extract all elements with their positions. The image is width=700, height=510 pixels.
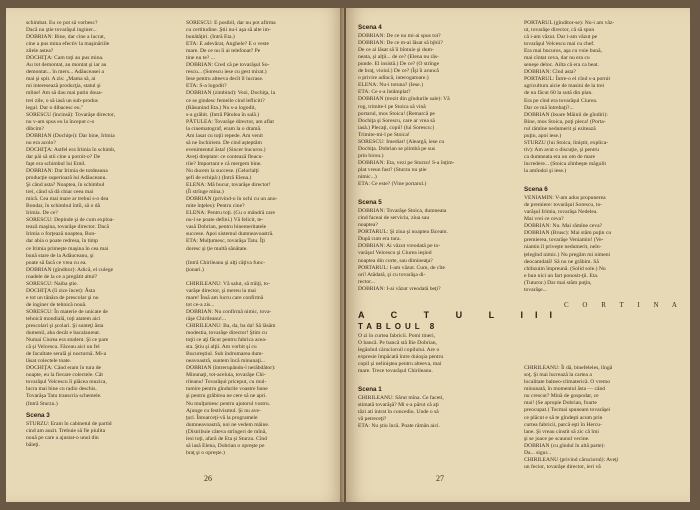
text-line: bunătăţiri. (Intră Eta.) [186,34,235,41]
text-line: seneşe deloc. Ailta că era ca beat. [524,62,599,69]
text-line: plat vreun fast? (Sturzu nu ştie [358,166,427,173]
text-line: de facultate serală şi nocturnă. Mi-a [26,351,107,358]
text-line: vasă Dobrian, pentru binemeritatele [186,224,267,231]
text-line: schimbat. Eu ce pot să vorbesc? [26,20,98,26]
scene-heading: Scena 3 [26,411,50,419]
text-line: de premiere: tovarăşul Sorescu, to- [524,202,603,209]
text-line: succese. Apoi sistemul dumneavoastră. [186,231,274,238]
text-line: ce Irimia primeşte maşina în cea mai [26,245,109,252]
text-line: dumneavoastră, noi ne vedem mâine. [186,421,270,428]
text-line: CHIRILEANU: Sărut mîna. Ce faceti, [358,395,444,402]
text-line: ce se gindesc femeile cind lefliciti? [186,97,265,104]
text-line: CHIRILEANU (privind căruciorul): Aveţi [524,456,619,463]
text-line: să iasă Elena, Dobrian o opreşte pe [186,442,265,449]
text-line: puţin, apoi iese.) [524,132,562,139]
text-line: SORESCU (încinsă): Tovarăşe director, [26,111,116,118]
text-line: Dochiţa. Dobrian se plimbă pe sus [358,145,436,152]
text-line: noaptea din curte, sau dimineaţa? [358,257,433,264]
text-line: Dochiţa şi Sorescu, care ar vrea să [358,117,435,124]
text-line: la amîndoi şi iese.) [524,167,567,174]
text-line: DOCHIŢA: Când eram în tura de [26,365,102,372]
text-line: DOBRIAN (gînditor): Adică, el culege [26,266,114,273]
text-line: ETA: Ce s-a întâmplat? [358,89,411,96]
text-line: mite înţeles): Pentru cine? [186,203,245,210]
text-line: O bancă. Pe bancă stă Ilie Dobrian, [358,339,437,346]
text-line: curtea fabricii, parcă eşti în Hercu- [524,421,602,428]
text-line: DOBRIAN (privind-o în ochi cu un anu- [186,196,278,203]
text-line: braţ şi o opreşte.) [186,449,225,456]
text-line: nimic...) [358,173,377,180]
text-line: tumire pentru gîndurile voastre bune [186,386,268,393]
text-line: mi interesează producţia, statul şi [26,83,101,90]
text-line: premierea, tovarăşe Veniamin! (Ve- [524,237,604,244]
text-line: (Intră Sturzu.) [26,400,58,407]
text-line: ELENA: Nu-i totuna? (Iese.) [358,82,423,89]
left-column-1 [26,20,176,449]
page-number-left: 26 [204,474,212,483]
text-line: noaptea? [358,222,378,229]
cortina-heading: C O R T I N A [564,300,683,309]
text-line: O zi în curtea fabricii. Pomi tineri, [358,332,436,339]
text-line: DOBRIAN (întrerupându-l nerăbdător): [186,365,276,372]
text-line: tiv): Am avut o discuţie, şi pentru [524,146,600,153]
text-line: rector... [358,278,375,285]
text-line: nouă pe care a ajustat-o unul din [26,434,99,441]
text-line: localitate balneo-climaterică. O vremo [524,379,611,386]
text-line: Bondar, în schimbul întîi, să o dă [26,203,101,210]
text-line: dar abia o poate redresa, în timp [26,238,98,245]
text-line: ce plăcut e să te gîndeşti acum prin [524,414,603,421]
text-line: un fecior, tovarăşe director, ieri vă [524,463,601,470]
text-line: fapt era schimbul lui Emil. [26,160,86,167]
text-line: sta. Ştiu şi alţii. Am vorbit şi cu [186,344,257,351]
text-line: DOBRIAN: Dar Irimia de totdeauna [26,167,108,174]
text-line: e tot un tânăra de prescolar şi nu [26,294,99,301]
scene-heading: Scena 5 [358,199,382,207]
text-line: tot ce-a zis... [186,301,215,308]
text-line: cind faceai de serviciu, ziua sau [358,215,430,222]
text-line: DOBRIAN: Cred că pe tovarăşul So- [186,62,270,69]
text-line: STURZU: Eram în cabinetul de partid [26,420,112,427]
text-line: dumenii, aha decât e bacalaureat. [26,330,101,337]
text-line: ETA: Ce este? (Vine portarul.) [358,181,427,188]
text-line: lane. Şi vreau cinstit să zic că îmi [524,428,599,435]
text-line: DOCHIŢA: Astfel era Irimia în schimb, [26,146,116,153]
text-line: PORTARUL (gînditor-se): Nu-i am văz- [524,20,615,26]
text-line: nu era acolo? [26,139,56,146]
text-line: ori! Atâdată, şi cu tovarăşa di- [358,271,426,278]
text-line: trei zile, o să iasă un sub-produs [26,97,98,104]
text-line: ca dumneata era un om de mare [524,153,596,160]
act-heading: A C T U L III [358,309,565,320]
text-line: DOBRIAN: De ce nu mi-ai spus tot? [358,33,441,40]
text-line: chibzuim împreună. (Solid sole.) Nu [524,265,606,272]
text-line: Da... sigur... [524,449,552,456]
text-line [524,344,680,351]
text-line: ETA: Mulţumesc, tovarăşa Tatu. Îţi [186,238,265,245]
text-line: Nu mulţumesc pentru ajutorul vostru. [186,400,271,407]
text-line: agricultura aicie de masini de la trei [524,83,605,90]
text-line: ELENA: Mă bucur, tovarăşe director! [186,182,271,189]
text-line: CHIRILEANU: Îi dă, binefeleles, lîngă [524,365,613,372]
text-line: niamin îl priveşte nedumerit, neîn- [524,244,602,251]
text-line: expresie împăcată între duioşia pentru [358,354,444,361]
text-line: Iese pentru alteeva decît îl lucrase. [186,76,264,83]
text-line: producţie superioară lui Adăuceanu. [26,175,107,182]
text-line: şi se joace pe scaunul vecine. [524,435,590,442]
text-line: mare! Însă am lucru care confirmă [186,294,264,301]
text-line: (Tuturor.) Dar mai stăm puţin, [524,279,592,286]
text-line: PORTARUL: Şi ziua şi noaptea făceam. [358,229,448,236]
text-line: varăşe director, şi mereu la mai [186,287,256,294]
text-line: roadele de la ce a pregătit altul? [26,273,98,280]
text-line: (Răsunind Eta.) Nu s-a logodit, [186,104,256,111]
text-line: încredere... (Stoica zîmbeşte măgulit [524,160,607,167]
text-line: s-a grăbit. (Intră Pătulea în sală.) [186,111,260,118]
text-line: mare. Trece tovarăşul Chirileanu. [358,368,433,375]
text-line: ETA: Nu ştiu încă. Poate rămân aici. [358,423,440,430]
left-column-2 [186,20,336,457]
right-column-2 [524,20,683,471]
text-line: nu v-am spus eu la început c-o [26,118,95,125]
text-line: lucra mai bine cu radio deschis. [26,386,97,393]
text-line: Am lasat cu toţii repede. Am venit [186,132,263,139]
text-line: o privire adîncă, interogatoare.) [358,75,429,82]
text-line: modestia, tovarăşe director! Ştim cu [186,330,267,337]
text-line [524,337,680,344]
text-line: legănînd cărucioruil copilului. Are o [358,346,440,353]
text-line: tehnică mondială, toţi atatem aici [26,315,101,322]
text-line: şefi de echipă:) (Intră Elena.) [186,175,252,182]
text-line: ţuri. Întoarceţi-vă la programele [186,414,258,421]
text-line: că i-am văzut. Dar i-am văzut pe [524,34,598,41]
text-line: de inginer de tehnică nouă. [26,301,87,308]
text-line: Numai Ciurea era student. Şi ce pare [26,337,109,344]
text-line: SORESCU: E posibil, dar nu pot afirma [186,20,276,26]
text-line: (Îi strînge mîna.) [186,189,224,196]
text-line: Irimia. De ce? [26,210,58,217]
text-line: STURZU (lui Stoica, liniştit, explica- [524,139,609,146]
text-line: că şi Velcescu. Făceau aici un fel [26,344,100,351]
tablou-heading: TABLOUL 8 [358,321,439,331]
text-line: ETA: S-a logodit? [186,83,227,90]
text-line: nu-l se poate defini.) Vă felicit, te- [186,217,264,224]
text-line: rile? Important e că mergem bine. [186,160,262,167]
text-line: Dar ce mă întrebaţi?... [524,104,574,111]
text-line: bună stare de la Adăuceanu, şi [26,252,94,259]
text-line: SORESCU: Naiba ştie. [26,280,79,287]
text-line: ţionari.) [186,266,204,273]
text-line: tovarăşul Velcescu îi plăcea muzica, [26,379,107,386]
text-line: ut, tovarăşe director, că să spun [524,27,595,34]
text-line: de nu făcut 60 la sută din plan. [524,90,593,97]
text-line: mline! Am să dau mai putin doua- [26,90,103,97]
text-line: prescolari şi şcolari. Şi sunteţi ăsta [26,323,104,330]
left-page [6,8,344,502]
text-line: dibcim? [26,125,45,132]
text-line: la cinematograf, eram la o dramă. [186,125,262,132]
text-line: rog, trimite-l pe Stoica să vină [358,103,426,110]
text-line: Mai vrei ce ceva? [524,216,564,223]
text-line: ţelegînd nimic.) Nu pregăm mi nimeni [524,251,611,258]
text-line: cu certitudine. Ştii nu-i aşa să alte im- [186,27,271,34]
text-line: noapte, eu la fiecare colectele. Cât [26,372,103,379]
text-line: tovarăşul Velcescu mai cu chef. [524,41,595,48]
right-page [346,8,690,502]
text-line: PĂTULEA: Tovarăşe director, am aflat [186,118,274,125]
text-line: cind am auzit. Trebuie să fie piulita [26,427,106,434]
text-line: demontat... în mers... Adăuceasei a [26,69,104,76]
text-line: DOBRIAN: Ai văzut vreodată pe to- [358,243,441,250]
text-line: şi pentru grăbirea ne cere să ne apri. [186,393,267,400]
text-line [524,309,680,316]
text-line: rul rămîne nedumerit şi ezitează [524,125,596,132]
text-line: tine nu te? ... [186,55,215,62]
text-line: mare. De ce nu îi ai telefonat? Pe [186,48,261,55]
text-line: Era pe cînd era tovarăşul Ciurea. [524,97,598,104]
scene-heading: Scena 4 [358,24,382,31]
text-line: ELENA: Pentru toţi. (Cu o mândră care [186,210,276,217]
text-line: DOBRIAN (boare Mâinii de gîndiri): [524,111,608,118]
text-line [524,323,680,330]
text-line: stimată tovarăşă? Mi s-a părut că aţi [358,402,439,409]
text-line: toţii ce aţi făcut pentru fabrica acea- [186,337,267,344]
text-line: VENIAMIN: V-am adus propunerea [524,195,606,202]
text-line: rescu... (Sorescu iese cu gest mirat.) [186,69,267,76]
text-line: DOCHIŢA (îi zice încet): Ăsta [26,287,95,294]
text-line: răşe Chirileanu!... [186,315,227,322]
text-line: neata, şi alţii... de ce? (Elena nu răs- [358,54,439,61]
text-line: mai cîntat ceva, dar nu era cu [524,55,590,62]
text-line: de braţ, vioiul.) De ce? (Îşi îi aruncă [358,68,439,75]
text-line: copil şi neliniştea pentru alteeva, mai [358,361,442,368]
text-line: punde. El insistă.) De ce? (O strînge [358,61,440,68]
text-line: DOBRIAN: Tovarăşe Stoica, dumneata [358,208,447,215]
text-line: poate să facă ce vrea cu ea. [26,259,87,266]
text-line: nu crescut? Mină de gospodar, ce [524,393,599,400]
text-line: legal. Dar o dibacesc eu." [26,104,84,111]
text-line: să ne închiriem. De cind așteptăm [186,139,262,146]
text-line [358,293,514,300]
text-line [524,316,680,323]
text-line: tăzi ati intrat în concediu. Unde o să [358,409,439,416]
text-line: soţ. Şi mai lucrează la cartea a [524,372,592,379]
text-line [358,188,514,195]
text-line: lăsat colectele toate. [26,358,72,365]
text-line: DOBRIAN (zimbind): Vezi, Dochiţa, la [186,90,276,97]
text-line: CHIRILEANU: Ba, da, ba da! Să lăsăm [186,323,276,330]
text-line: DOBRIAN: De ce m-ai lăsat să bjbii? [358,40,443,47]
text-line: Tovarăşa Tatu transcria schemele. [26,393,102,400]
text-line: DOBRIAN (cu gîndul în altă parte): [524,442,605,449]
text-line: (Intră Chirileanu şi alţi câţiva func- [186,259,266,266]
text-line: băieţi. [26,441,40,448]
text-line: cine a pus mina efectiv la maşinăriile [26,41,110,48]
text-line: doresc şi ţie multă sănătate. [186,245,248,252]
text-line: După cum era tura. [358,236,401,243]
text-line: evenimentul ăsta! (Sincer bucuros.) [186,146,266,153]
text-line: DOBRIAN (Brusc): Mai stăm puţin cu [524,230,612,237]
text-line: DOBRIAN: Nu. Mai rămîne ceva? [524,223,603,230]
text-line: Bucureştiul. Sub îndrumarea dum- [186,351,264,358]
text-line: (Distribuie câteva strîngeri de mînă, [186,428,267,435]
page-number-right: 27 [436,474,444,483]
text-line: ETA: E adevărat, Anghele? E o veste [186,41,269,48]
text-line: Bine, mos Stoica, poţi pleca! (Porta- [524,118,606,125]
text-line: CHIRILEANU: Vă salut, să trăiţi, to- [186,280,270,287]
text-line: tează maşina, tovarăşe director. Dacă [26,224,109,231]
text-line: tovarăşe... [524,286,547,293]
text-line: DOBRIAN: Bine, dar cine a lucrat, [26,34,106,41]
scene-heading: Scena 6 [524,186,548,194]
text-line: SORESCU: În materie de unicate de [26,308,108,315]
text-line: zilele astea? [26,48,54,55]
text-line: DOBRIAN: Eta, vezi pe Sturzu! S-a înţim- [358,159,455,166]
text-line: mai şi spit. A zis: „Mama să, ai [26,76,96,83]
text-line [524,330,680,337]
text-line: Trimite-mi-l pe Stoica! [358,131,410,138]
text-line: Şi când asta? Noaptea, în schimbul [26,182,105,189]
text-line: PORTARUL: I-am văzut. Cum, de cîte [358,264,445,271]
text-line: Dacă nu ştie tovarăşul inginer... [26,27,97,34]
text-line: neavoastră, suntem încă minunaţi... [186,358,266,365]
text-line: rileanu! Tovarăşul priceput, cu mul- [186,379,267,386]
text-line [186,253,336,260]
text-line: SORESCU: Depinde şi de cum exploa- [26,217,115,224]
text-line: varăşul Velcescu şi Ciurea ieşind [358,250,432,257]
text-line [524,175,680,182]
text-line: PORTARUL: Între-o el cînd s-a pornit [524,76,611,83]
text-line: prin birou.) [358,152,384,159]
text-line: De ce ai lăsat să îi bîntuie şi dum- [358,47,434,54]
text-line: vă petreceţi? [358,416,387,423]
text-line: portarul, mos Stoica! (Remarcă pe [358,110,435,117]
text-line: DOCHIŢA: Cam toţi au pus mina. [26,55,104,62]
text-line [358,375,514,382]
text-line: Ajunge cu festivismul. Şi nu ave- [186,407,261,414]
text-line: e bun nici un fart ponosit-ţii. Eta. [524,272,599,279]
text-line: DOBRIAN: Cînd asta? [524,69,576,76]
text-line: Irimia o forţează noaptea, Bon- [26,231,97,238]
text-line: Aveţi dreptate: ce contează fleacu- [186,153,264,160]
text-line: Era mai bucuros, aşa cu voie bună, [524,48,602,55]
text-line: DOBRIAN: Nu confirmă nimic, tova- [186,308,272,315]
text-line: mică. Cea mai mare ar trebui s-o dea [26,196,109,203]
text-line: DOBRIAN (trezit din gîndurile sale): Vă [358,96,450,103]
text-line: DOBRIAN (Dochiţei): Dar bine, Irimia [26,132,115,139]
text-line: Au tot demontat, au montat şi iar au [26,62,107,69]
text-line: minunată, în momentul ăsta — când [524,386,606,393]
text-line: preocupat.) Tocmai spuneam tovarăşei [524,407,611,414]
text-line: îesi toţi, afară de Eta şi Sturzu. Cînd [186,435,267,442]
text-line: dar păi să stii cine a pornit-o? De [26,153,101,160]
text-line: trei, când să dă chiar ceea mai [26,189,94,196]
text-line [186,274,336,281]
text-line: deocamdată! Să nu ne grăbim. Să [524,258,599,265]
text-line: mai! (Se apropie Dobrian, foarte [524,400,597,407]
text-line: Minunaţi, tot-aceluia, tovarăşe Chi- [186,372,266,379]
text-line: Nu ducem la succese. (Celorlalţi [186,167,259,174]
text-line: DOBRIAN: I-ai văzut vreodată beţi? [358,285,441,292]
text-line: iasă.) Plecaţi, copii! (lui Sorescu:) [358,124,435,131]
scene-heading: Scena 1 [358,386,382,394]
text-line: varăşul Irimia, tovarăşa Nedelea. [524,209,598,216]
text-line: SORESCU: Imediat! (Aleargă, iese cu [358,138,445,145]
text-line [524,351,680,358]
